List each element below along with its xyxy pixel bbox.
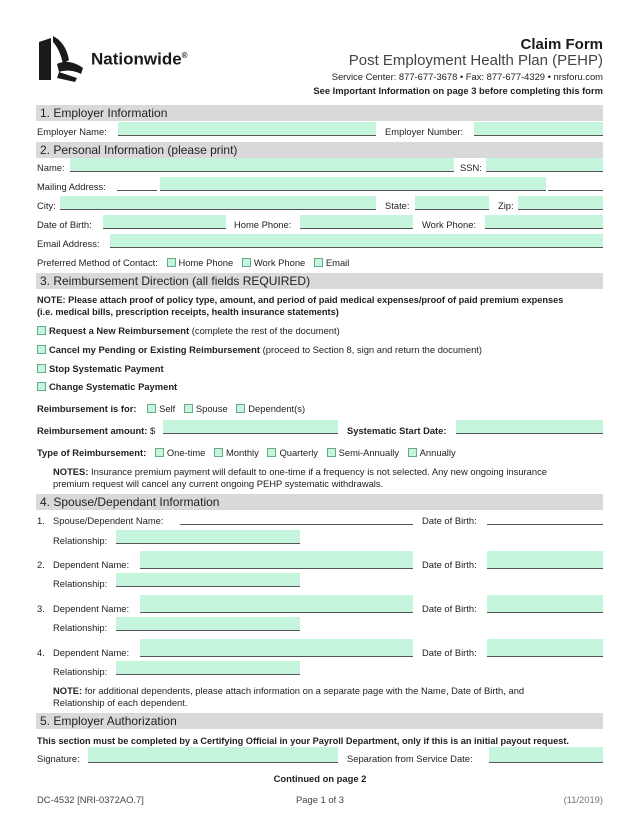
work-phone-label: Work Phone: [422,219,477,230]
brand-name: Nationwide® [91,49,188,69]
employer-name-input[interactable] [118,122,376,136]
registered-mark: ® [181,51,188,60]
city-label: City: [37,200,56,211]
mailing-address-line-b [548,177,603,191]
section-4-note-1: NOTE: for additional dependents, please attach information on a separate page with the Name, Date of Birth, and [53,685,525,696]
section-3-notes-1: NOTES: Insurance premium payment will default to one-time if a frequency is not selected. Any new ongoing insurance [53,466,548,477]
entry-1-dob-input[interactable] [487,511,603,525]
type-one-time[interactable]: One-time [155,447,206,458]
type-monthly[interactable]: Monthly [214,447,259,458]
employer-number-input[interactable] [474,122,603,136]
home-phone-label: Home Phone: [234,219,292,230]
amount-label: Reimbursement amount: [37,425,148,436]
city-input[interactable] [60,196,376,210]
ssn-label: SSN: [460,162,482,173]
type-semi-annually[interactable]: Semi-Annually [327,447,399,458]
zip-label: Zip: [498,200,514,211]
entry-2-relationship-input[interactable] [116,573,300,587]
entry-4-dob-input[interactable] [487,639,603,657]
entry-3-name-input[interactable] [140,595,413,613]
employer-name-label: Employer Name: [37,126,107,137]
entry-4-dob-label: Date of Birth: [422,647,477,658]
work-phone-input[interactable] [485,215,603,229]
section-5-header: 5. Employer Authorization [36,713,603,729]
preferred-email[interactable]: Email [314,257,349,268]
zip-input[interactable] [518,196,603,210]
section-3-note-1: NOTE: Please attach proof of policy type, amount, and period of paid medical expenses/proof of paid premium expenses [37,295,564,305]
form-code: DC-4532 [NRI-0372AO.7] [37,794,144,805]
ssn-input[interactable] [486,158,603,172]
section-1-header: 1. Employer Information [36,105,603,121]
reimbursement-for-row [37,403,311,415]
entry-1-relationship-label: Relationship: [53,535,108,546]
entry-4-name-input[interactable] [140,639,413,657]
section-5-instruction: This section must be completed by a Certifying Official in your Payroll Department, only if this is an initial payout request. [37,736,569,746]
form-title: Claim Form [520,36,603,53]
entry-2-dob-label: Date of Birth: [422,559,477,570]
home-phone-input[interactable] [300,215,413,229]
for-self[interactable]: Self [147,403,175,414]
section-2-header: 2. Personal Information (please print) [36,142,603,158]
mailing-address-label: Mailing Address: [37,181,106,192]
mailing-address-line-a [117,177,157,191]
email-label: Email Address: [37,238,100,249]
entry-1-name-input[interactable] [180,511,413,525]
preferred-contact-row [37,257,355,269]
section-4-note-2: Relationship of each dependent. [53,697,188,708]
preferred-work-phone[interactable]: Work Phone [242,257,305,268]
name-input[interactable] [70,158,454,172]
continued-note: Continued on page 2 [273,773,367,784]
preferred-home-phone[interactable]: Home Phone [167,257,234,268]
cancel-option[interactable]: Cancel my Pending or Existing Reimbursement (proceed to Section 8, sign and return the document) [37,344,482,356]
entry-1-dob-label: Date of Birth: [422,515,477,526]
amount-label-row: Reimbursement amount: $ [37,425,156,436]
type-label: Type of Reimbursement: [37,447,147,458]
change-systematic-option[interactable]: Change Systematic Payment [37,381,177,393]
entry-4-relationship-label: Relationship: [53,666,108,677]
entry-3-dob-label: Date of Birth: [422,603,477,614]
entry-3-relationship-input[interactable] [116,617,300,631]
type-quarterly[interactable]: Quarterly [267,447,318,458]
section-3-header: 3. Reimbursement Direction (all fields REQUIRED) [36,273,603,289]
for-spouse[interactable]: Spouse [184,403,228,414]
entry-3-relationship-label: Relationship: [53,622,108,633]
entry-4-relationship-input[interactable] [116,661,300,675]
separation-date-label: Separation from Service Date: [347,753,473,764]
amount-input[interactable] [163,420,338,434]
entry-2-relationship-label: Relationship: [53,578,108,589]
page-number: Page 1 of 3 [296,794,344,805]
start-date-input[interactable] [456,420,603,434]
name-label: Name: [37,162,65,173]
entry-1-name-label: Spouse/Dependent Name: [53,515,164,526]
request-new-option[interactable]: Request a New Reimbursement (complete the rest of the document) [37,325,340,337]
nationwide-logo [37,34,85,84]
contact-line: Service Center: 877-677-3678 • Fax: 877-677-4329 • nrsforu.com [331,71,603,82]
entry-4-name-label: Dependent Name: [53,647,130,658]
entry-2-dob-input[interactable] [487,551,603,569]
signature-input[interactable] [88,747,338,763]
separation-date-input[interactable] [489,747,603,763]
stop-systematic-option[interactable]: Stop Systematic Payment [37,363,164,375]
section-3-notes-2: premium request will cancel any current ongoing PEHP systematic withdrawals. [53,478,384,489]
dob-input[interactable] [103,215,226,229]
entry-2-number: 2. [37,559,45,570]
entry-1-number: 1. [37,515,45,526]
eagle-icon [37,34,85,84]
entry-2-name-input[interactable] [140,551,413,569]
section-4-header: 4. Spouse/Dependant Information [36,494,603,510]
mailing-address-input[interactable] [160,177,546,191]
form-date: (11/2019) [563,794,603,805]
entry-2-name-label: Dependent Name: [53,559,130,570]
type-row [37,447,462,459]
entry-1-relationship-input[interactable] [116,530,300,544]
dob-label: Date of Birth: [37,219,92,230]
plan-name: Post Employment Health Plan (PEHP) [348,52,603,69]
entry-3-dob-input[interactable] [487,595,603,613]
signature-label: Signature: [37,753,80,764]
email-input[interactable] [110,234,603,248]
notice: See Important Information on page 3 before completing this form [313,85,603,96]
state-input[interactable] [415,196,489,210]
start-date-label: Systematic Start Date: [347,425,447,436]
reimbursement-for-label: Reimbursement is for: [37,403,137,414]
type-annually[interactable]: Annually [408,447,456,458]
state-label: State: [385,200,410,211]
for-dependents[interactable]: Dependent(s) [236,403,305,414]
employer-number-label: Employer Number: [385,126,464,137]
entry-3-number: 3. [37,603,45,614]
section-3-note-2: (i.e. medical bills, prescription receipts, health insurance statements) [37,307,339,317]
entry-3-name-label: Dependent Name: [53,603,130,614]
preferred-contact-label: Preferred Method of Contact: [37,257,158,268]
entry-4-number: 4. [37,647,45,658]
